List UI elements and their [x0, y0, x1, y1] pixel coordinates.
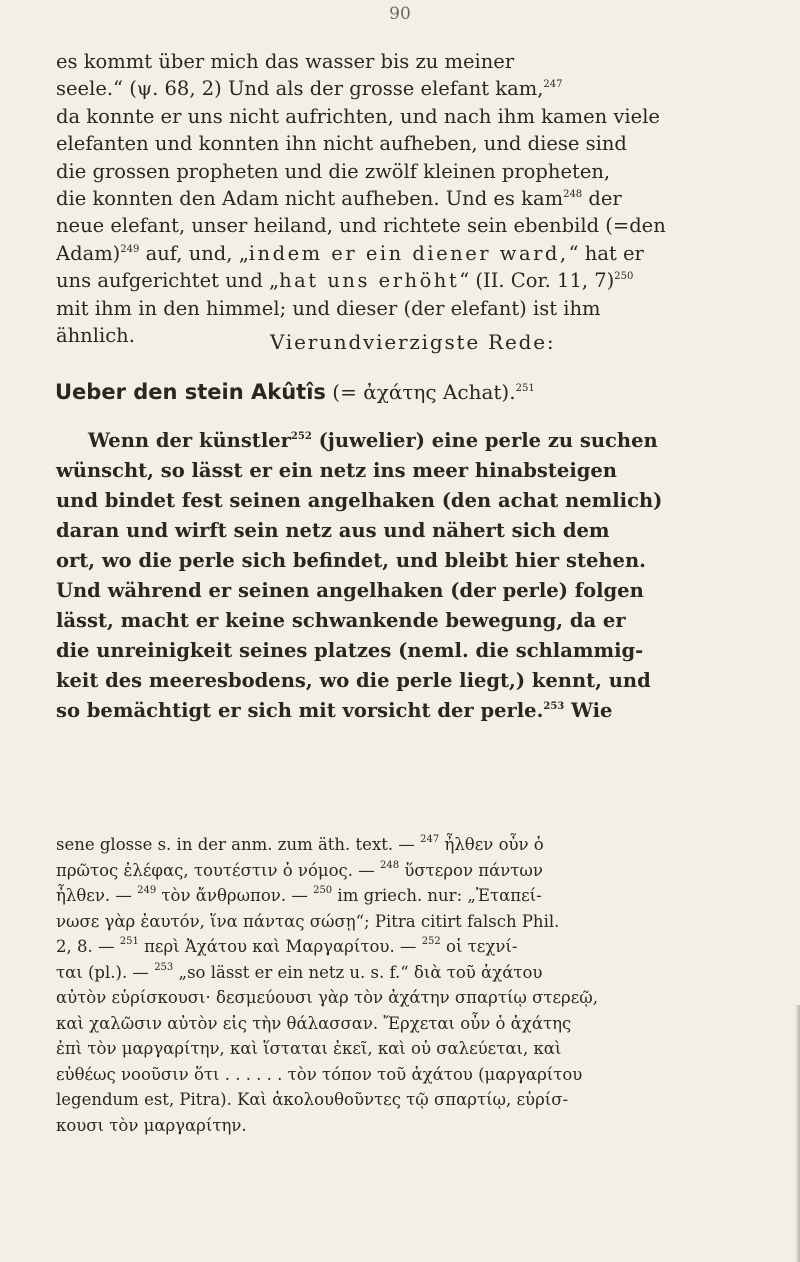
note-line: 2, 8. — $^{251}$ περὶ Ἀχάτου καὶ Μαργαρίτου. — $^{252}$ οἱ τεχνί- [56, 936, 518, 956]
note-line: καὶ χαλῶσιν αὐτὸν εἰς τὴν θάλασσαν. Ἔρχεται οὖν ὁ ἀχάτης [56, 1013, 572, 1033]
text-line: es kommt über mich das wasser bis zu meiner [56, 50, 515, 73]
page-edge-shadow [795, 1005, 800, 1262]
note-line: πρῶτος ἐλέφας, τουτέστιν ὁ νόμος. — $^{248}$ ὕστερον πάντων [56, 859, 543, 880]
text-line: elefanten und konnten ihn nicht aufheben, und diese sind [56, 132, 627, 156]
footnote-number: 252 [421, 936, 441, 947]
footnote-number: 248 [380, 859, 400, 871]
rede-text [56, 426, 756, 726]
text-line: und bindet fest seinen angelhaken (den achat nemlich) [56, 489, 663, 512]
section-heading: Vierundvierzigste Rede: [270, 330, 556, 354]
note-line: νωσε γὰρ ἑαυτόν, ἵνα πάντας σώσῃ“; Pitra citirt falsch Phil. [56, 911, 560, 931]
text-line: Wenn der künstler$^{252}$ (juwelier) eine perle zu suchen [88, 429, 658, 452]
footnote-ref: 252 [290, 431, 312, 442]
page-number: 90 [389, 4, 411, 24]
body-text [56, 48, 756, 349]
note-line: αὐτὸν εὑρίσκουσι· δεσμεύουσι γὰρ τὸν ἀχάτην σπαρτίῳ στερεῷ, [56, 988, 599, 1007]
note-line: εὐθέως νοοῦσιν ὅτι . . . . . . τὸν τόπον τοῦ ἀχάτου (μαργαρίτου [56, 1064, 583, 1084]
text-line: uns aufgerichtet und „hat uns erhöht“ (II. Cor. 11, 7)$^{250}$ [56, 269, 634, 293]
footnote-ref: 248 [563, 189, 583, 201]
note-line: ἐπὶ τὸν μαργαρίτην, καὶ ἵσταται ἐκεῖ, καὶ οὐ σαλεύεται, καὶ [56, 1039, 562, 1058]
text-line: mit ihm in den himmel; und dieser (der elefant) ist ihm [56, 296, 601, 320]
text-line: Adam)$^{249}$ auf, und, „indem er ein diener ward,“ hat er [56, 241, 644, 265]
text-line: seele.“ (ψ. 68, 2) Und als der grosse elefant kam,$^{247}$ [56, 77, 563, 101]
note-line: ἦλθεν. — $^{249}$ τὸν ἄνθρωπον. — $^{250}$ im griech. nur: „Ἐταπεί- [56, 885, 542, 905]
text-line: Und während er seinen angelhaken (der perle) folgen [56, 579, 644, 602]
footnote-number: 249 [137, 885, 157, 896]
spaced-quote: indem er ein diener ward, [248, 241, 569, 265]
section-title [55, 380, 755, 404]
spaced-quote: hat uns erhöht [279, 269, 460, 293]
footnote-number: 247 [420, 834, 440, 845]
note-line: κουσι τὸν μαργαρίτην. [56, 1115, 247, 1135]
footnote-number: 250 [313, 885, 333, 896]
title-bold: Ueber den stein Akûtîs [55, 380, 326, 404]
note-line: sene glosse s. in der anm. zum äth. text. — $^{247}$ ἦλθεν οὖν ὁ [56, 834, 544, 854]
text-line: die unreinigkeit seines platzes (neml. die schlammig- [56, 639, 644, 662]
footnote-ref: 253 [543, 701, 565, 712]
footnotes [56, 832, 761, 1138]
text-line: so bemächtigt er sich mit vorsicht der perle.$^{253}$ Wie [56, 699, 613, 722]
footnote-ref: 247 [543, 79, 563, 91]
note-line: ται (pl.). — $^{253}$ „so lässt er ein netz u. s. f.“ διὰ τοῦ ἀχάτου [56, 961, 543, 982]
text-line: ort, wo die perle sich befindet, und bleibt hier stehen. [56, 549, 646, 572]
note-line: legendum est, Pitra). Καὶ ἀκολουθοῦντες τῷ σπαρτίῳ, εὑρίσ- [56, 1090, 569, 1109]
text-line: die grossen propheten und die zwölf kleinen propheten, [56, 159, 611, 183]
footnote-ref: 251 [515, 383, 535, 394]
text-line: die konnten den Adam nicht aufheben. Und es kam$^{248}$ der [56, 187, 622, 211]
text-line: daran und wirft sein netz aus und nähert sich dem [56, 519, 610, 542]
text-line: wünscht, so lässt er ein netz ins meer hinabsteigen [56, 459, 617, 482]
text-line: lässt, macht er keine schwankende bewegung, da er [56, 609, 626, 632]
footnote-number: 251 [119, 936, 139, 947]
title-gloss: (= ἀχάτης Achat). [325, 380, 516, 404]
text-line: ähnlich. [56, 324, 135, 348]
footnote-number: 253 [154, 961, 174, 973]
footnote-ref: 250 [614, 271, 634, 283]
footnote-ref: 249 [120, 243, 140, 255]
text-line: neue elefant, unser heiland, und richtete sein ebenbild (=den [56, 214, 666, 238]
text-line: keit des meeresbodens, wo die perle liegt,) kennt, und [56, 669, 651, 692]
text-line: da konnte er uns nicht aufrichten, und nach ihm kamen viele [56, 104, 660, 128]
